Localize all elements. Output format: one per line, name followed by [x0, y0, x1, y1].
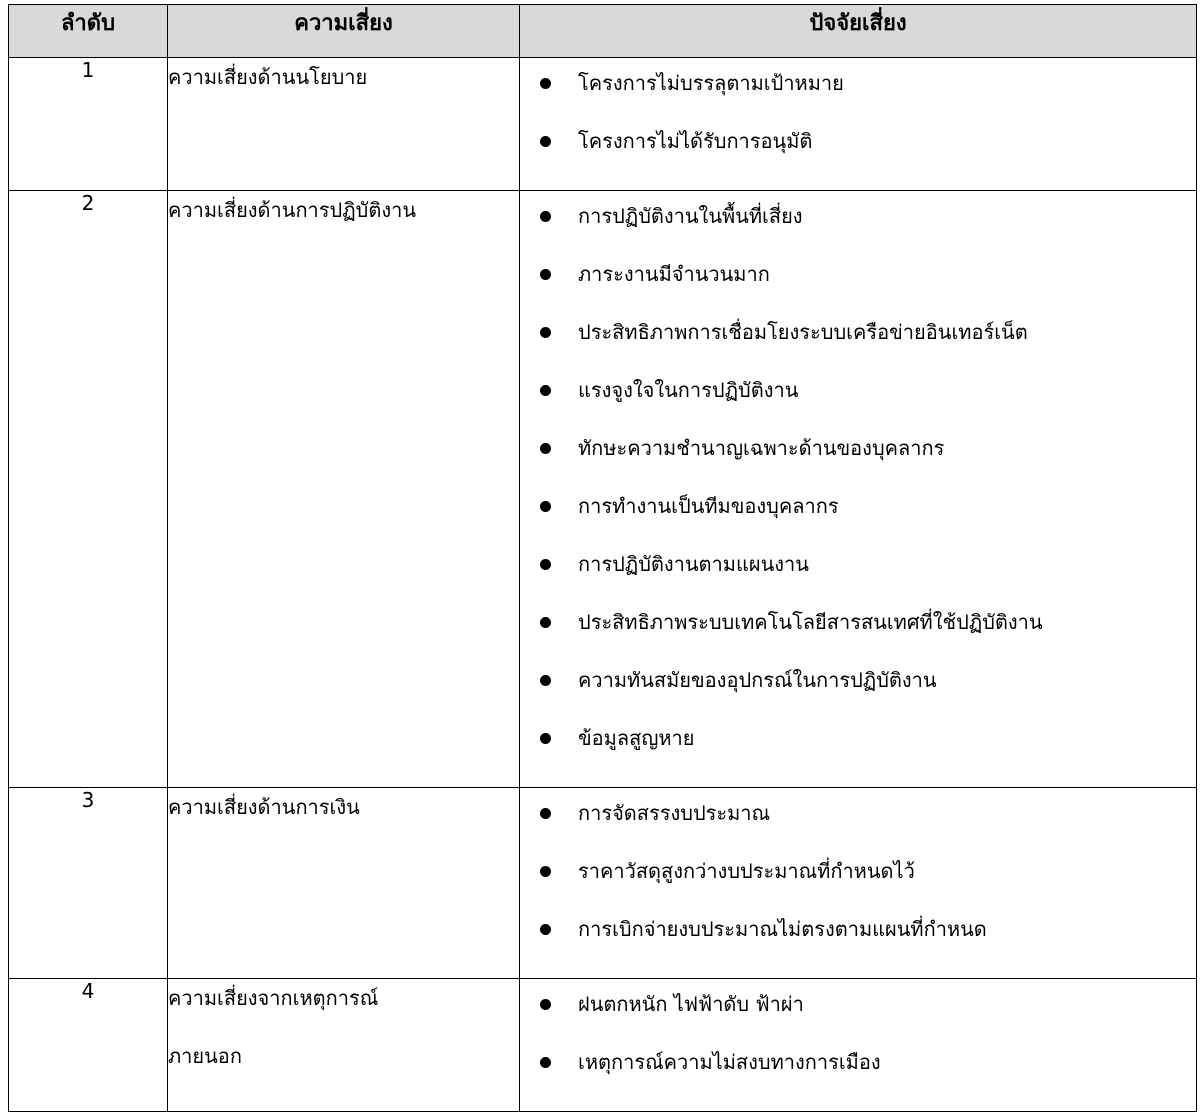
bullet-icon: [540, 733, 551, 744]
list-item: [520, 375, 1196, 433]
factor-text: ราคาวัสดุสูงกว่างบประมาณที่กำหนดไว้: [578, 859, 915, 883]
bullet-icon: [540, 269, 551, 280]
row-factors: [520, 58, 1197, 191]
risk-label-line-1: ความเสี่ยงจากเหตุการณ์: [168, 986, 379, 1010]
list-item: [520, 1047, 1196, 1105]
bullet-icon: [540, 808, 551, 819]
factor-text: การจัดสรรงบประมาณ: [578, 801, 771, 825]
factor-text: ประสิทธิภาพการเชื่อมโยงระบบเครือข่ายอินเทอร์เน็ต: [578, 320, 1028, 344]
factor-text: ทักษะความชำนาญเฉพาะด้านของบุคลากร: [578, 436, 945, 460]
bullet-icon: [540, 924, 551, 935]
table-row: [9, 58, 1197, 191]
factor-text: ฝนตกหนัก ไฟฟ้าดับ ฟ้าผ่า: [578, 992, 804, 1016]
factor-text: การทำงานเป็นทีมของบุคลากร: [578, 494, 839, 518]
bullet-icon: [540, 501, 551, 512]
list-item: [520, 856, 1196, 914]
risk-label: ความเสี่ยงด้านนโยบาย: [168, 65, 368, 89]
table-row: [9, 191, 1197, 788]
list-item: [520, 126, 1196, 184]
row-risk: [168, 788, 520, 979]
row-order: 3: [9, 788, 168, 979]
risk-label: ความเสี่ยงด้านการปฏิบัติงาน: [168, 198, 416, 222]
factor-text: ข้อมูลสูญหาย: [578, 726, 695, 750]
bullet-icon: [540, 559, 551, 570]
row-factors: [520, 979, 1197, 1112]
bullet-icon: [540, 136, 551, 147]
header-order: ลำดับ: [9, 5, 168, 58]
list-item: [520, 259, 1196, 317]
row-order: 2: [9, 191, 168, 788]
bullet-icon: [540, 866, 551, 877]
factor-text: โครงการไม่ได้รับการอนุมัติ: [578, 129, 813, 153]
bullet-icon: [540, 999, 551, 1010]
bullet-icon: [540, 617, 551, 628]
list-item: [520, 68, 1196, 126]
list-item: [520, 607, 1196, 665]
factor-text: โครงการไม่บรรลุตามเป้าหมาย: [578, 71, 844, 95]
row-factors: [520, 788, 1197, 979]
header-factors: ปัจจัยเสี่ยง: [520, 5, 1197, 58]
factor-text: ภาระงานมีจำนวนมาก: [578, 262, 770, 286]
factor-text: การปฏิบัติงานในพื้นที่เสี่ยง: [578, 204, 803, 228]
table-row: [9, 788, 1197, 979]
row-risk: [168, 58, 520, 191]
factor-text: ความทันสมัยของอุปกรณ์ในการปฏิบัติงาน: [578, 668, 937, 692]
factor-list: [520, 58, 1196, 190]
bullet-icon: [540, 443, 551, 454]
bullet-icon: [540, 385, 551, 396]
bullet-icon: [540, 675, 551, 686]
factor-list: [520, 788, 1196, 978]
list-item: [520, 723, 1196, 781]
row-risk: [168, 191, 520, 788]
list-item: [520, 549, 1196, 607]
list-item: [520, 914, 1196, 972]
header-risk: ความเสี่ยง: [168, 5, 520, 58]
factor-text: แรงจูงใจในการปฏิบัติงาน: [578, 378, 799, 402]
list-item: [520, 433, 1196, 491]
factor-text: การปฏิบัติงานตามแผนงาน: [578, 552, 809, 576]
factor-text: เหตุการณ์ความไม่สงบทางการเมือง: [578, 1050, 881, 1074]
factor-text: ประสิทธิภาพระบบเทคโนโลยีสารสนเทศที่ใช้ปฏิบัติงาน: [578, 610, 1043, 634]
list-item: [520, 201, 1196, 259]
bullet-icon: [540, 211, 551, 222]
row-order: 4: [9, 979, 168, 1112]
risk-label-line-2: ภายนอก: [168, 1044, 242, 1068]
factor-list: [520, 191, 1196, 787]
row-order: 1: [9, 58, 168, 191]
list-item: [520, 491, 1196, 549]
list-item: [520, 317, 1196, 375]
factor-list: [520, 979, 1196, 1111]
list-item: [520, 989, 1196, 1047]
risk-table: [8, 4, 1197, 1112]
list-item: [520, 665, 1196, 723]
risk-label: ความเสี่ยงด้านการเงิน: [168, 795, 360, 819]
bullet-icon: [540, 327, 551, 338]
table-row: [9, 979, 1197, 1112]
list-item: [520, 798, 1196, 856]
bullet-icon: [540, 78, 551, 89]
row-factors: [520, 191, 1197, 788]
factor-text: การเบิกจ่ายงบประมาณไม่ตรงตามแผนที่กำหนด: [578, 917, 987, 941]
bullet-icon: [540, 1057, 551, 1068]
row-risk: [168, 979, 520, 1112]
